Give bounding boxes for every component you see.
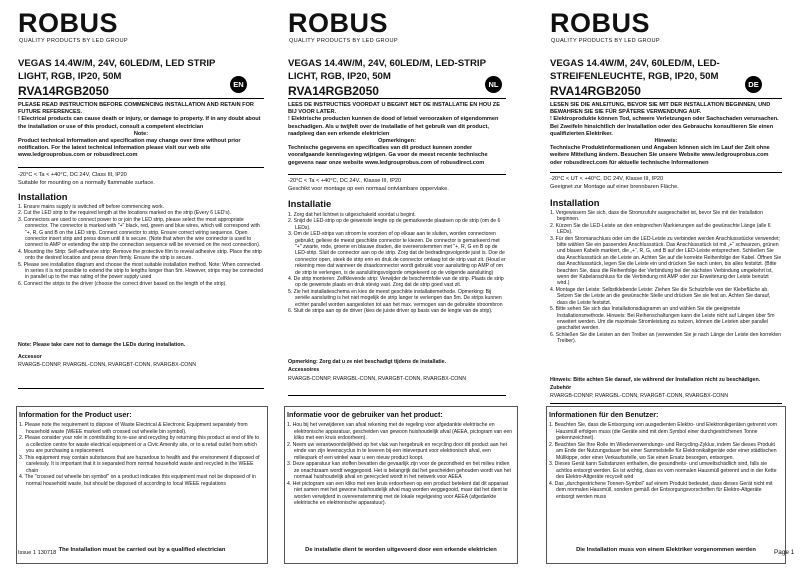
issue-label: Issue 1 130718	[18, 550, 57, 556]
divider	[18, 98, 264, 99]
product-code: RVA14RGB2050	[550, 84, 641, 98]
step-item: 2. Kürzen Sie die LED-Leiste an den entsprechen Markierungen auf die gewünschte Länge (alle 6 LEDs).	[550, 222, 771, 236]
step-item: 3. Für den Stromanschluss oder um die LED-Leiste zu verbinden werden Anschlussstücke verwendet; bitte wählen Sie ein passendes Anschlussstück. Das Anschlussstück ist mit „+“ schwarzen, grünen und blauen Kabeln markiert, die „+“, R, G, und B auf der LED-Leiste entsprechen. Schließen Sie das Anschlussstück an die Leiste an. Achten Sie auf die korrekte Reihenfolge der Kabel. Öffnen Sie das Anschlussstück, legen Sie die Leiste ein und drücken Sie nach unten, bis alles festsitzt. (Bitte beachten Sie, dass die Reihenfolge der Verbindung bei der nächsten Verbindung umgekehrt ist, wenn der Kabelanschluss für die Verbindung mit AMP oder zur Erweiterung der Leiste benutzt wird.)	[550, 235, 782, 287]
brand-tagline: QUALITY PRODUCTS BY LED GROUP	[19, 38, 128, 44]
user-info-list	[19, 422, 263, 487]
step-item: 2. Cut the LED strip to the required length at the locations marked on the strip (Every 6 LED's).	[18, 210, 232, 217]
divider	[550, 98, 782, 99]
accessories-label: Accessor	[18, 354, 42, 360]
step-item: 4. Mounting the Strip: Self-adhesive strip: Remove the protective film to reveal adhesive strip. Place the strip onto the desired location and press down firmly. Ensure the strip is secure.	[18, 248, 262, 262]
language-badge: NL	[485, 76, 502, 93]
language-badge: EN	[230, 76, 247, 93]
installation-steps	[18, 204, 264, 287]
user-info-list	[549, 422, 781, 500]
spec-rating: -20°C < Ta < +40°C, DC 24V, Class III, IP20	[18, 172, 127, 178]
divider	[18, 388, 264, 389]
spec-rating: -20°C < UT < +40°C, DC 24V, Klasse III, IP20	[550, 176, 664, 182]
page-number: Page 1	[774, 549, 795, 556]
step-item: 5. Zie het installatieschema en kies de meest geschikte installatiemethode. Opmerking: Bij seriële aansluiting is het niet mogelijk de strip langer te verlengen dan 5m. De strips kunnen echter parallel worden aangesloten tot aan het max. vermogen van de gebruikte stroombron	[288, 288, 503, 308]
info-item: 1. Hou bij het verwijderen van afval rekening met de regeling voor afgedankte elektrische en elektronische apparatuur, gescheiden van gewoon huishoudelijk afval (AEEA, pictogram van een kliko met een kruis erdoorheen).	[287, 422, 513, 441]
product-title: VEGAS 14.4W/M, 24V, 60LED/M, LED-STREIFENLEUCHTE, RGB, IP20, 50M	[550, 58, 720, 82]
spec-surface: Geschikt voor montage op een normaal ontvlambare oppervlake.	[288, 185, 449, 192]
spec-block	[288, 178, 506, 193]
info-item: 2. Please consider your role in contributing to re-use and recycling by returning this product at end of life to a collection centre for waste electrical equipment or a Civic Amenity site, or to a retail outlet from which you are purchasing a replacement.	[19, 435, 260, 454]
step-item: 6. Sluit de strips aan op de driver (kies de juiste driver op basis van de lengte van de strip).	[288, 308, 493, 315]
user-info-title: Informatie voor de gebruiker van het product:	[287, 410, 443, 419]
step-item: 4. Montage der Leiste: Selbstklebende Leiste: Ziehen Sie die Schutzfolie von der Klebefläche ab. Setzen Sie die Leiste an die gewünschte Stelle und drücken Sie sie fest an. Achten Sie darauf, dass die Leiste festsitzt.	[550, 286, 771, 306]
user-info-title: Informationen für den Benutzer:	[549, 410, 659, 419]
brand-logo: ROBUS	[18, 8, 119, 38]
note-label: Note:	[133, 130, 149, 137]
installation-heading: Installation	[18, 191, 68, 202]
warning-heading: LEES DE INSTRUCTIES VOORDAT U BEGINT MET DE INSTALLATIE EN HOU ZE BIJ VOOR LATER.	[288, 102, 500, 116]
spec-block	[18, 172, 264, 187]
step-item: 3. Om de LED-strips van stroom te voorzien of op elkaar aan te sluiten, worden connectoren gebruikt; gelieve de meest geschikte connector te kiezen. De connector is gemarkeerd met "+" zwarte, rode, groene en blauwe draden, die overeenstemmen met "+, R, G en B op de LED-strip. Sluit de connector aan op de strip. Zorg dat de bedradingsvolgorde juist is. Doe de connector open, steek de strip erin en druk de connector omlaag tot de strip vast zit. (Houd er rekening mee dat wanneer de draadconnector wordt gebruikt voor aansluiting op AMP of om de strip te verlengen, is de aansluitingsvolgorde omgekeerd op de volgende aansluiting)	[288, 231, 506, 276]
step-item: 3. Connectors are used to connect power to or join the LED strip, please select the most appropriate connector. The connector is marked with "+" black, red, green and blue wires, which will correspond with "+, R, G and B on the LED strip. Connect connector to strip. Ensure correct wiring sequence. Open connector insert strip and press down until it is secure. (Note that when the wire connector is used to connect to AMP or extending the strip the connection sequence will be reversed on the next connection).	[18, 216, 261, 249]
warning-block	[18, 102, 264, 160]
info-item: 2. Beachten Sie Ihre Rolle im Wiederverwendungs- und Recycling-Zyklus, indem Sie dieses Produkt am Ende der Nutzungsdauer bei einer Sammelstelle für Elektronikaltgeräte oder einer städtischen Müllkippe, oder einer Verkaufsstelle, wo Sie einen Ersatz besorgen, entsorgen.	[549, 441, 777, 461]
accessories-list: RVARGB-CONNP, RVARGBL-CONN, RVARGBT-CONN, RVARGBX-CONN	[550, 393, 729, 399]
divider	[550, 172, 782, 173]
info-item: 3. Deze apparatuur kan stoffen bevatten die gevaarlijk zijn voor de gezondheid en het milieu indien ze onachtzaam wordt weggegooid. Het is belangrijk dat het gescheiden gehouden wordt van het normaal huishoudelijk afval en gerecycled wordt in het netwerk voor AEEA	[287, 461, 511, 480]
divider	[18, 167, 264, 168]
brand-tagline: QUALITY PRODUCTS BY LED GROUP	[551, 38, 660, 44]
spec-block	[550, 176, 782, 191]
installation-note: Opmerking: Zorg dat u ze niet beschadigt tijdens de installatie.	[288, 359, 447, 365]
step-item: 6. Connect the strips to the driver (choose the correct driver based on the length of the strip).	[18, 280, 227, 287]
user-info-list	[287, 422, 513, 507]
product-title: VEGAS 14.4W/M, 24V, 60LED/M, LED STRIP LIGHT, RGB, IP20, 50M	[18, 58, 216, 82]
note-text: Technische gegevens en specificaties van dit product kunnen zonder voorafgaande kennisgeving wijzigen. Ga voor de meest recente technische gegevens naar onze website www.ledgrouprobus.com of robusdirect.com	[288, 145, 488, 166]
column-en	[18, 0, 270, 570]
step-item: 4. De strip monteren: Zelfklevende strip: Verwijder de beschermfolie van de strip. Plaats de strip op de gewenste plaats en druk stevig vast. Zorg dat de strip goed vast zit.	[288, 276, 504, 289]
accessories-list: RVARGB-CONNP, RVARGBL-CONN, RVARGBT-CONN, RVARGBX-CONN	[18, 362, 197, 368]
spec-surface: Geeignet zur Montage auf einer brennbaren Fläche.	[550, 183, 679, 190]
divider	[288, 395, 506, 396]
column-de	[550, 0, 802, 570]
note-label: Opmerkingen:	[378, 138, 416, 145]
step-item: 5. Bitte sehen Sie sich das Installationsdiagramm an und wählen Sie die geeignetste Installationsmethode. Hinweis: Bei Reihenschaltungen kann die Leiste nicht auf Längen über 5m erweitert werden. Um die maximale Stromleistung zu nutzen, können die Leisten aber parallel geschaltet werden.	[550, 306, 775, 332]
note-text: Technische Produktinformationen und Angaben können sich im Lauf der Zeit ohne weitere Mitteilung ändern. Besuchen Sie unsere Website www.ledgrouprobus.com oder robusdirect.com für aktuelle technische Informationen	[550, 145, 770, 166]
step-item: 5. Please see installation diagram and choose the most suitable installation method. Note: When connected in series it is not possible to extend the strip to lengths longer than 5m. However, strips may be connected in parallel up to the max rating of the power supply used	[18, 261, 264, 281]
info-item: 1. Please note the requirement to dispose of Waste Electrical & Electronic Equipment separately from household waste (WEEE marked with crossed out wheelie bin symbol).	[19, 422, 248, 435]
language-badge: DE	[745, 76, 762, 93]
user-info-title: Information for the Product user:	[19, 410, 132, 419]
step-item: 6. Schließen Sie die Leisten an den Treiber an (verwenden Sie je nach Länge der Leiste den korrekten Treiber).	[550, 331, 782, 345]
divider	[288, 98, 506, 99]
electrician-notice: Die Installation muss von einem Elektriker vorgenommen werden	[576, 547, 756, 553]
installation-steps	[550, 210, 782, 345]
accessories-label: Zubehör	[550, 385, 572, 391]
warning-text: ! Elektrische producten kunnen de dood of letsel veroorzaken of eigendommen beschadigen. Als u twijfelt over de installatie of het gebruik van dit product, raadpleeg dan een erkende elektricien	[288, 116, 499, 137]
installation-note: Note: Please take care not to damage the LEDs during installation.	[18, 342, 186, 348]
user-info-box	[546, 406, 786, 564]
installation-note: Hinweis: Bitte achten Sie darauf, sie während der Installation nicht zu beschädigen.	[550, 377, 761, 383]
accessories-list: RVARGB-CONNP, RVARGBL-CONN, RVARGBT-CONN, RVARGBX-CONN	[288, 376, 467, 382]
user-info-box	[284, 406, 518, 564]
warning-block	[288, 102, 506, 167]
info-item: 2. Neem uw verantwoordelijkheid op het vlak van hergebruik en recycling door dit product aan het einde van zijn levenscyclus in te leveren bij een inleverpunt voor elektronisch afval, een milieupark of een winkel waar u een nieuw product koopt.	[287, 441, 508, 461]
product-code: RVA14RGB2050	[288, 84, 379, 98]
product-code: RVA14RGB2050	[18, 84, 109, 98]
spec-surface: Suitable for mounting on a normally flammable surface.	[18, 179, 155, 186]
electrician-notice: The Installation must be carried out by a qualified electrician	[58, 547, 226, 553]
note-text: Product technical information and specification may change over time without prior notification. For the latest technical information please visit our web site www.ledgrouprobus.com or robusdirect.com	[18, 138, 241, 159]
info-item: 3. This equipment may contain substances that are hazardous to health and the environment if disposed of carelessly. It is important that it is separated from normal household waste and recycled in the WEEE chain	[19, 454, 260, 474]
accessories-label: Accessoires	[288, 367, 320, 373]
step-item: 1. Vergewissern Sie sich, dass die Stromzufuhr ausgeschaltet ist, bevor Sie mit der Installation beginnen.	[550, 210, 763, 223]
warning-text: ! Elektroprodukte können Tod, schwere Verletzungen oder Sachschaden verursachen. Bei Zweifeln hinsichtlich der Installation oder des Gebrauchs konsultieren Sie einen qualifizierten Elektriker.	[550, 116, 779, 137]
divider	[288, 174, 506, 175]
user-info-box	[16, 406, 268, 564]
note-label: Hinweis:	[654, 138, 678, 145]
warning-heading: PLEASE READ INSTRUCTION BEFORE COMMENCING INSTALLATION AND RETAIN FOR FUTURE REFERENCES.	[18, 102, 254, 116]
step-item: 1. Zorg dat het lichtnet is uitgeschakeld voordat u begint.	[288, 212, 416, 218]
product-title: VEGAS 14.4W/M, 24V, 60LED/M, LED-STRIP LICHT, RGB, IP20, 50M	[288, 58, 486, 82]
info-item: 4. The "crossed out wheelie bin symbol" on a product indicates this equipment must not be disposed of in normal household waste, but should be disposed of according to local WEEE regulations	[19, 474, 256, 487]
step-item: 2. Snijd de LED-strip op de gewenste lengte op de gemarkeerde plaatsen op de strip (om de 6 LEDs).	[288, 218, 501, 231]
brand-logo: ROBUS	[288, 8, 389, 38]
electrician-notice: De installatie dient te worden uitgevoerd door een erkende elektricien	[305, 547, 497, 553]
brand-logo: ROBUS	[550, 8, 651, 38]
brand-tagline: QUALITY PRODUCTS BY LED GROUP	[289, 38, 398, 44]
installation-heading: Installation	[550, 197, 600, 208]
divider	[550, 403, 782, 404]
warning-text: ! Electrical products can cause death or injury, or damage to property. If in any doubt about the installation or use of this product, consult a competent electrician	[18, 116, 261, 130]
info-item: 4. Het pictogram van een kliko met een kruis erdoorheen op een product betekent dat dit apparaat niet samen met het gewone huishoudelijk afval mag worden weggegooid, maar dat het dient te worden verwijderd in overeenstemming met de lokale regelgeving voor AEEA (afgedankte elektrische en elektronische apparatuur).	[287, 480, 509, 506]
info-item: 4. Das „durchgestrichene Tonnen-Symbol“ auf einem Produkt bedeutet, dass dieses Gerät nicht mit dem normalen Hausmüll, sondern gemäß der Entsorgungsvorschriften für Elektro-Altgeräte entsorgt werden muss	[549, 480, 773, 500]
installation-steps	[288, 212, 506, 315]
warning-block	[550, 102, 782, 167]
step-item: 1. Ensure mains supply is switched off before commencing work.	[18, 204, 164, 210]
spec-rating: -20°C < Ta < +40°C, DC 24V., Klasse III, IP20	[288, 178, 402, 184]
installation-heading: Installatie	[288, 198, 332, 209]
info-item: 1. Beachten Sie, dass die Entsorgung von ausgedienten Elektro- und Elektronikgeräten getrennt vom Hausmüll erfolgen muss (die Geräte sind mit dem Symbol einer durchgestrichenen Tonne gekennzeichnet).	[549, 422, 777, 441]
warning-heading: LESEN SIE DIE ANLEITUNG, BEVOR SIE MIT DER INSTALLATION BEGINNEN, UND BEWAHREN SIE SIE FÜR SPÄTERE VERWENDUNG AUF.	[550, 102, 771, 116]
column-nl	[288, 0, 540, 570]
info-item: 3. Dieses Gerät kann Substanzen enthalten, die gesundheits- und umweltschädlich sind, falls sie achtlos entsorgt werden. Es ist wichtig, dass es vom normalen Hausmüll getrennt und in der Kette des Elektro-Altgeräte recycelt wird	[549, 461, 777, 480]
